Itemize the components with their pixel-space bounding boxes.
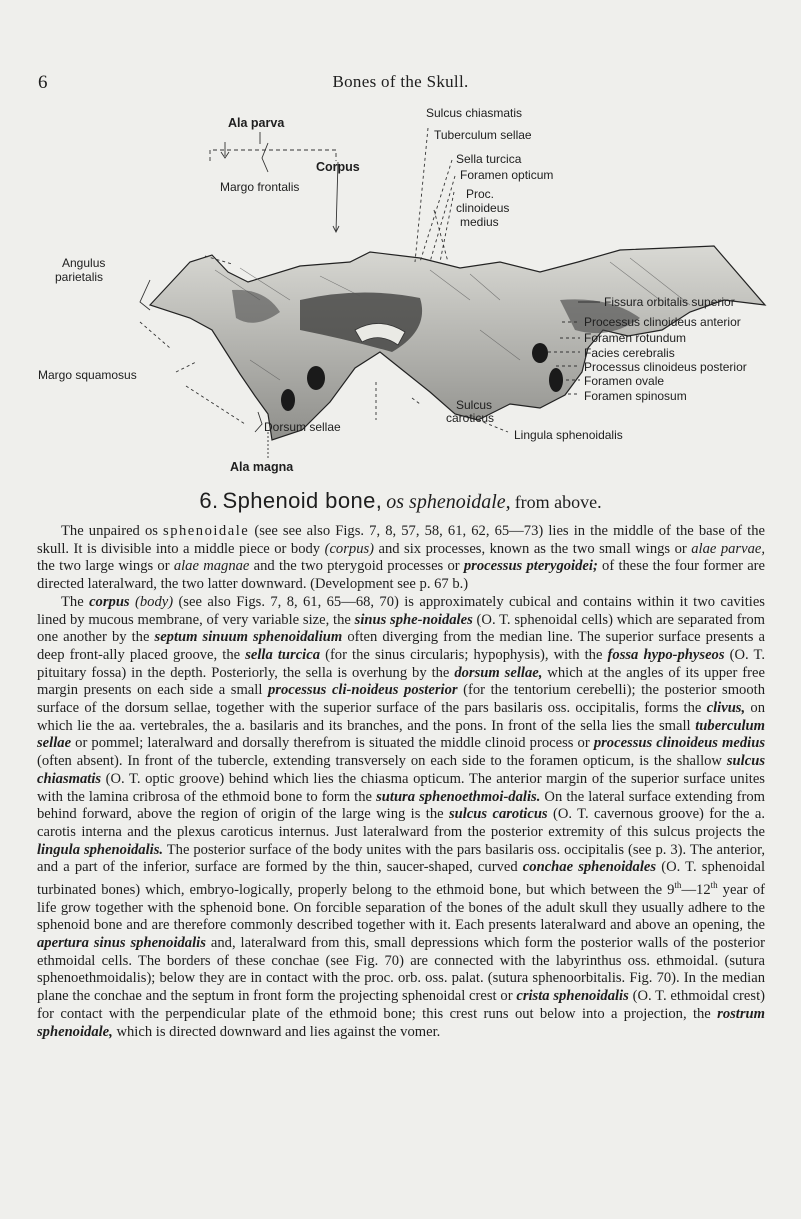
label-parietalis: parietalis (55, 270, 104, 284)
label-sulcus: Sulcus (456, 398, 493, 412)
foramen-rotundum-right (532, 343, 548, 363)
label-caroticus: caroticus (446, 411, 495, 425)
label-medius: medius (460, 215, 499, 229)
page-number: 6 (38, 72, 48, 93)
foramen-left (281, 389, 295, 411)
running-title: Bones of the Skull. (332, 72, 469, 91)
caption-rest: from above. (514, 492, 602, 512)
label-foramen-rotundum: Foramen rotundum (584, 331, 687, 345)
label-foramen-opticum: Foramen opticum (460, 168, 554, 182)
paragraph-2: The corpus (body) (see also Figs. 7, 8, 61, 65—68, 70) is approximately cubical and contains within it two cavities lined by mucous membrane, of very variable size, the sinus sphe-noidales (O. T. sphenoidal cells) which are separated from one another by the septum sinuum sphenoidalium often diverging from the median line. The superior surface presents a deep front-ally placed groove, the sella turcica (for the sinus circularis; hypophysis), with the fossa hypo-physeos (O. T. pituitary fossa) in the depth. Posteriorly, the sella is overhung by the dorsum sellae, which at the angles of its upper free margin presents on each side a small processus cli-noideus posterior (for the tentorium cerebelli); the posterior smooth surface of the dorsum sellae, together with the superior surface of the pars basilaris oss. occipitalis, forms the clivus, on which lie the aa. vertebrales, the a. basilaris and its branches, and the pons. In front of the sella lies the small tuberculum sellae or pommel; lateralward and dorsally therefrom is situated the middle clinoid process or processus clinoideus medius (often absent). In front of the tubercle, extending transversely on each side to the foramen opticum, is the shallow sulcus chiasmatis (O. T. optic groove) behind which lies the chiasma opticum. The anterior margin of the superior surface unites with the lamina cribrosa of the ethmoid bone to form the sutura sphenoethmoi-dalis. On the lateral surface extending from behind forward, above the region of origin of the large wing is the sulcus caroticus (O. T. cavernous groove) for the a. carotis interna and the plexus caroticus internus. Just lateralward from the posterior extremity of this sulcus projects the lingula sphenoidalis. The posterior surface of the body unites with the pars basilaris oss. occipitalis (see p. 3). The anterior, and a part of the inferior, surface are formed by the thin, saucer-shaped, curved conchae sphenoidales (O. T. sphenoidal turbinated bones) which, embryo-logically, properly belong to the ethmoid bone, but which between the 9th—12th year of life grow together with the sphenoid bone. On forcible separation of the bones of the adult skull they usually adhere to the sphenoid bone and are therefore commonly described together with it. Each presents lateralward and above an opening, the apertura sinus sphenoidalis and, lateralward from this, small depressions which form the posterior walls of the posterior ethmoidal cells. The borders of these conchae (see Fig. 70) are connected with the labyrinthus oss. ethmoidal. (sutura sphenoethmoidalis); below they are in contact with the proc. orb. oss. palat. (sutura sphenoorbitalis. Fig. 70). In the median plane the conchae and the septum in front form the projecting sphenoidal crest or crista sphenoidalis (O. T. ethmoidal crest) for contact with the perpendicular plate of the ethmoid bone; this crest runs out below into a projection, the rostrum sphenoidale, which is directed downward and lies against the vomer. (37, 593, 766, 1040)
label-processus-clinoideus-posterior: Processus clinoideus posterior (584, 360, 747, 374)
paragraph-1: The unpaired os sphenoidale (see see also Figs. 7, 8, 57, 58, 61, 62, 65—73) lies in the middle of the base of the skull. It is divisible into a middle piece or body (corpus) and six processes, known as the two small wings or alae parvae, the two large wings or alae magnae and the two pterygoid processes or processus pterygoidei; of these the four former are directed lateralward, the two latter downward. (Development see p. 67 b.) (37, 523, 766, 593)
label-processus-clinoideus-anterior: Processus clinoideus anterior (584, 315, 741, 329)
label-sulcus-chiasmatis: Sulcus chiasmatis (426, 106, 523, 120)
sphenoid-figure (0, 0, 801, 480)
label-sella-turcica: Sella turcica (456, 152, 522, 166)
caption-title: Sphenoid bone, (222, 488, 383, 513)
label-dorsum-sellae: Dorsum sellae (264, 420, 341, 434)
label-facies-cerebralis: Facies cerebralis (584, 346, 675, 360)
label-foramen-spinosum: Foramen spinosum (584, 389, 687, 403)
foramen-opticum-left (307, 366, 325, 390)
label-ala-magna: Ala magna (230, 460, 294, 474)
label-angulus: Angulus (62, 256, 106, 270)
label-clinoideus: clinoideus (456, 201, 510, 215)
body-text (37, 523, 765, 1041)
caption-latin: os sphenoidale, (386, 491, 511, 513)
label-margo-frontalis: Margo frontalis (220, 180, 300, 194)
label-tuberculum-sellae: Tuberculum sellae (434, 128, 532, 142)
label-lingula: Lingula sphenoidalis (514, 428, 623, 442)
label-margo-squamosus: Margo squamosus (38, 368, 137, 382)
caption-number: 6. (199, 488, 219, 513)
label-corpus: Corpus (316, 160, 360, 174)
label-foramen-ovale: Foramen ovale (584, 374, 665, 388)
sphenoid-illustration (0, 0, 801, 480)
label-proc: Proc. (466, 187, 495, 201)
figure-caption (0, 488, 801, 514)
label-fissura-orbitalis: Fissura orbitalis superior (604, 295, 735, 309)
foramen-ovale-right (549, 368, 563, 392)
label-ala-parva: Ala parva (228, 116, 285, 130)
